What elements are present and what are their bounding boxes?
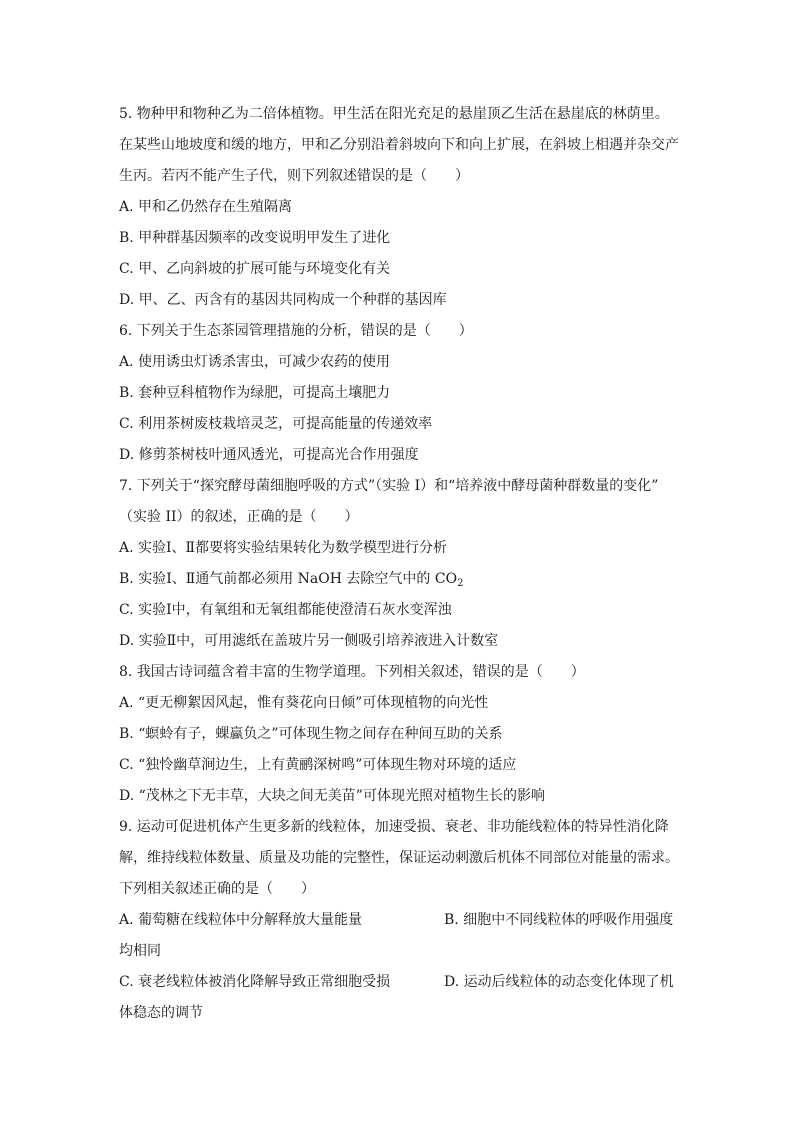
q7-option-b-text: B. 实验Ⅰ、Ⅱ通气前都必须用 NaOH 去除空气中的 CO <box>119 571 458 587</box>
q6-option-b: B. 套种豆科植物作为绿肥，可提高土壤肥力 <box>119 385 391 401</box>
q6-option-a: A. 使用诱虫灯诱杀害虫，可减少农药的使用 <box>119 354 391 370</box>
q9-stem-line-2: 解，维持线粒体数量、质量及功能的完整性，保证运动刺激后机体不同部位对能量的需求。 <box>119 850 679 866</box>
q9-stem-line-3: 下列相关叙述正确的是（ ） <box>119 881 315 897</box>
q9-option-d: D. 运动后线粒体的动态变化体现了机 <box>444 974 674 990</box>
q7-option-c: C. 实验Ⅰ中，有氧组和无氧组都能使澄清石灰水变浑浊 <box>119 602 452 618</box>
q5-stem-line-2: 在某些山地坡度和缓的地方，甲和乙分别沿着斜坡向下和向上扩展，在斜坡上相遇并杂交产 <box>119 137 679 153</box>
q7-stem-line-2: （实验 II）的叙述，正确的是（ ） <box>119 509 359 525</box>
q8-option-d: D. “茂林之下无丰草，大块之间无美苗”可体现光照对植物生长的影响 <box>119 788 545 804</box>
q7-option-a: A. 实验Ⅰ、Ⅱ都要将实验结果转化为数学模型进行分析 <box>119 540 448 556</box>
q9-stem-line-1: 9. 运动可促进机体产生更多新的线粒体，加速受损、衰老、非功能线粒体的特异性消化降 <box>119 819 669 835</box>
q5-stem-line-1: 5. 物种甲和物种乙为二倍体植物。甲生活在阳光充足的悬崖顶乙生活在悬崖底的林荫里。 <box>119 106 669 122</box>
q9-option-a: A. 葡萄糖在线粒体中分解释放大量能量 <box>119 912 363 928</box>
q8-option-c: C. “独怜幽草涧边生，上有黄鹂深树鸣”可体现生物对环境的适应 <box>119 757 517 773</box>
q5-option-a: A. 甲和乙仍然存在生殖隔离 <box>119 199 293 215</box>
q7-option-b <box>119 569 694 589</box>
q9-option-b: B. 细胞中不同线粒体的呼吸作用强度 <box>444 912 674 928</box>
q8-option-b: B. “螟蛉有子，蜾蠃负之”可体现生物之间存在种间互助的关系 <box>119 726 503 742</box>
q6-stem-line-1: 6. 下列关于生态茶园管理措施的分析，错误的是（ ） <box>119 323 473 339</box>
q5-stem-line-3: 生丙。若丙不能产生子代，则下列叙述错误的是（ ） <box>119 168 469 184</box>
q6-option-d: D. 修剪茶树枝叶通风透光，可提高光合作用强度 <box>119 447 419 463</box>
q8-stem-line-1: 8. 我国古诗词蕴含着丰富的生物学道理。下列相关叙述，错误的是（ ） <box>119 664 585 680</box>
q7-option-b-subscript: 2 <box>457 578 464 589</box>
q6-option-c: C. 利用茶树废枝栽培灵芝，可提高能量的传递效率 <box>119 416 433 432</box>
q9-option-b-continued: 均相同 <box>119 943 161 959</box>
q5-option-c: C. 甲、乙向斜坡的扩展可能与环境变化有关 <box>119 261 391 277</box>
q5-option-b: B. 甲种群基因频率的改变说明甲发生了进化 <box>119 230 391 246</box>
q7-stem-line-1: 7. 下列关于“探究酵母菌细胞呼吸的方式”（实验 I）和“培养液中酵母菌种群数量的变化” <box>119 478 659 494</box>
q7-option-d: D. 实验Ⅱ中，可用滤纸在盖玻片另一侧吸引培养液进入计数室 <box>119 633 499 649</box>
q9-option-d-continued: 体稳态的调节 <box>119 1005 203 1021</box>
q9-option-c: C. 衰老线粒体被消化降解导致正常细胞受损 <box>119 974 391 990</box>
q8-option-a: A. “更无柳絮因风起，惟有葵花向日倾”可体现植物的向光性 <box>119 695 489 711</box>
q5-option-d: D. 甲、乙、丙含有的基因共同构成一个种群的基因库 <box>119 292 447 308</box>
